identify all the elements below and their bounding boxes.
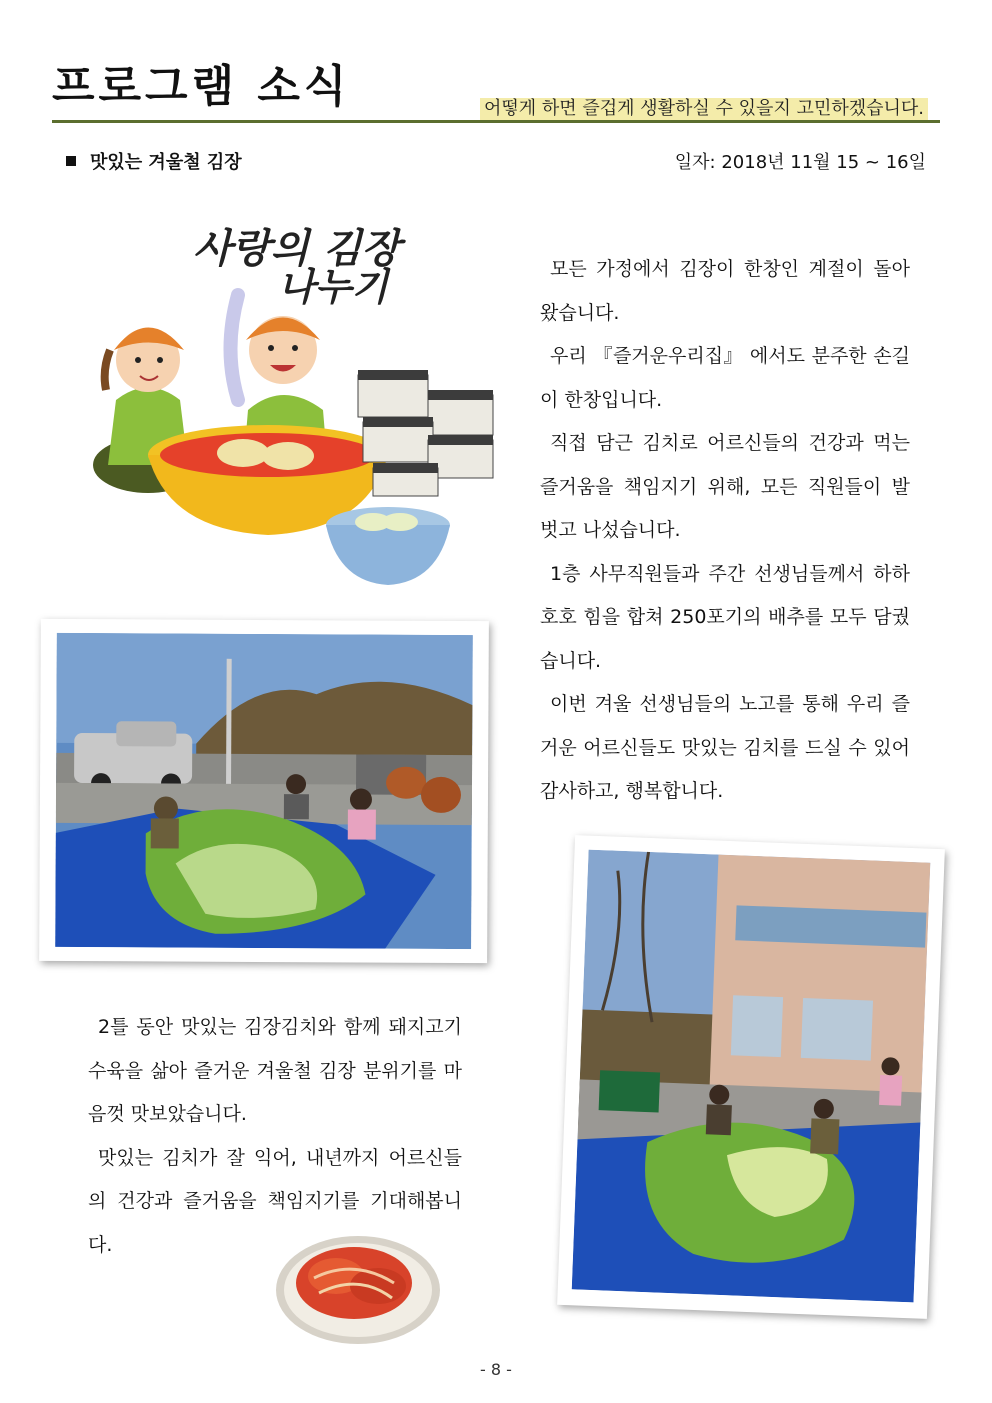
kimjang-photo-1 — [39, 619, 489, 963]
illustration-caption-2: 나누기 — [278, 265, 389, 309]
kimjang-illustration — [88, 200, 508, 595]
closing-paragraph: 2틀 동안 맛있는 김장김치와 함께 돼지고기 수육을 삶아 즐거운 겨울철 김장 분위기를 마음껏 맛보았습니다. — [88, 1016, 462, 1125]
article-paragraph: 직접 담근 김치로 어르신들의 건강과 먹는 즐거움을 책임지기 위해, 모든 직원들이 발 벗고 나섰습니다. — [540, 432, 910, 541]
section-heading — [66, 148, 242, 174]
article-paragraph: 모든 가정에서 김장이 한창인 계절이 돌아왔습니다. — [540, 258, 910, 324]
illustration-caption-1: 사랑의 김장 — [193, 226, 401, 272]
kimchi-plate-image — [274, 1228, 442, 1346]
square-bullet-icon — [66, 156, 76, 166]
event-date: 일자: 2018년 11월 15 ~ 16일 — [674, 152, 926, 173]
article-paragraph: 이번 겨울 선생님들의 노고를 통해 우리 즐거운 어르신들도 맛있는 김치를 드실 수 있어 감사하고, 행복합니다. — [540, 693, 910, 802]
kimjang-photo-2 — [557, 835, 945, 1319]
closing-paragraph: 맛있는 김치가 잘 익어, 내년까지 어르신들의 건강과 즐거움을 책임지기를 기대해봅니다. — [88, 1146, 462, 1256]
article-body — [540, 248, 910, 814]
article-paragraph: 우리 『즐거운우리집』 에서도 분주한 손길이 한창입니다. — [540, 345, 910, 411]
page-number: - 8 - — [480, 1360, 512, 1379]
title-divider — [52, 120, 940, 123]
kimchi-boxes — [358, 370, 493, 496]
page-subtitle: 어떻게 하면 즐겁게 생활하실 수 있을지 고민하겠습니다. — [480, 98, 928, 120]
article-paragraph: 1층 사무직원들과 주간 선생님들께서 하하호호 힘을 합쳐 250포기의 배추를 모두 담궜습니다. — [540, 562, 910, 672]
section-title: 맛있는 겨울철 김장 — [90, 152, 242, 173]
page-title: 프로그램 소식 — [52, 61, 351, 112]
